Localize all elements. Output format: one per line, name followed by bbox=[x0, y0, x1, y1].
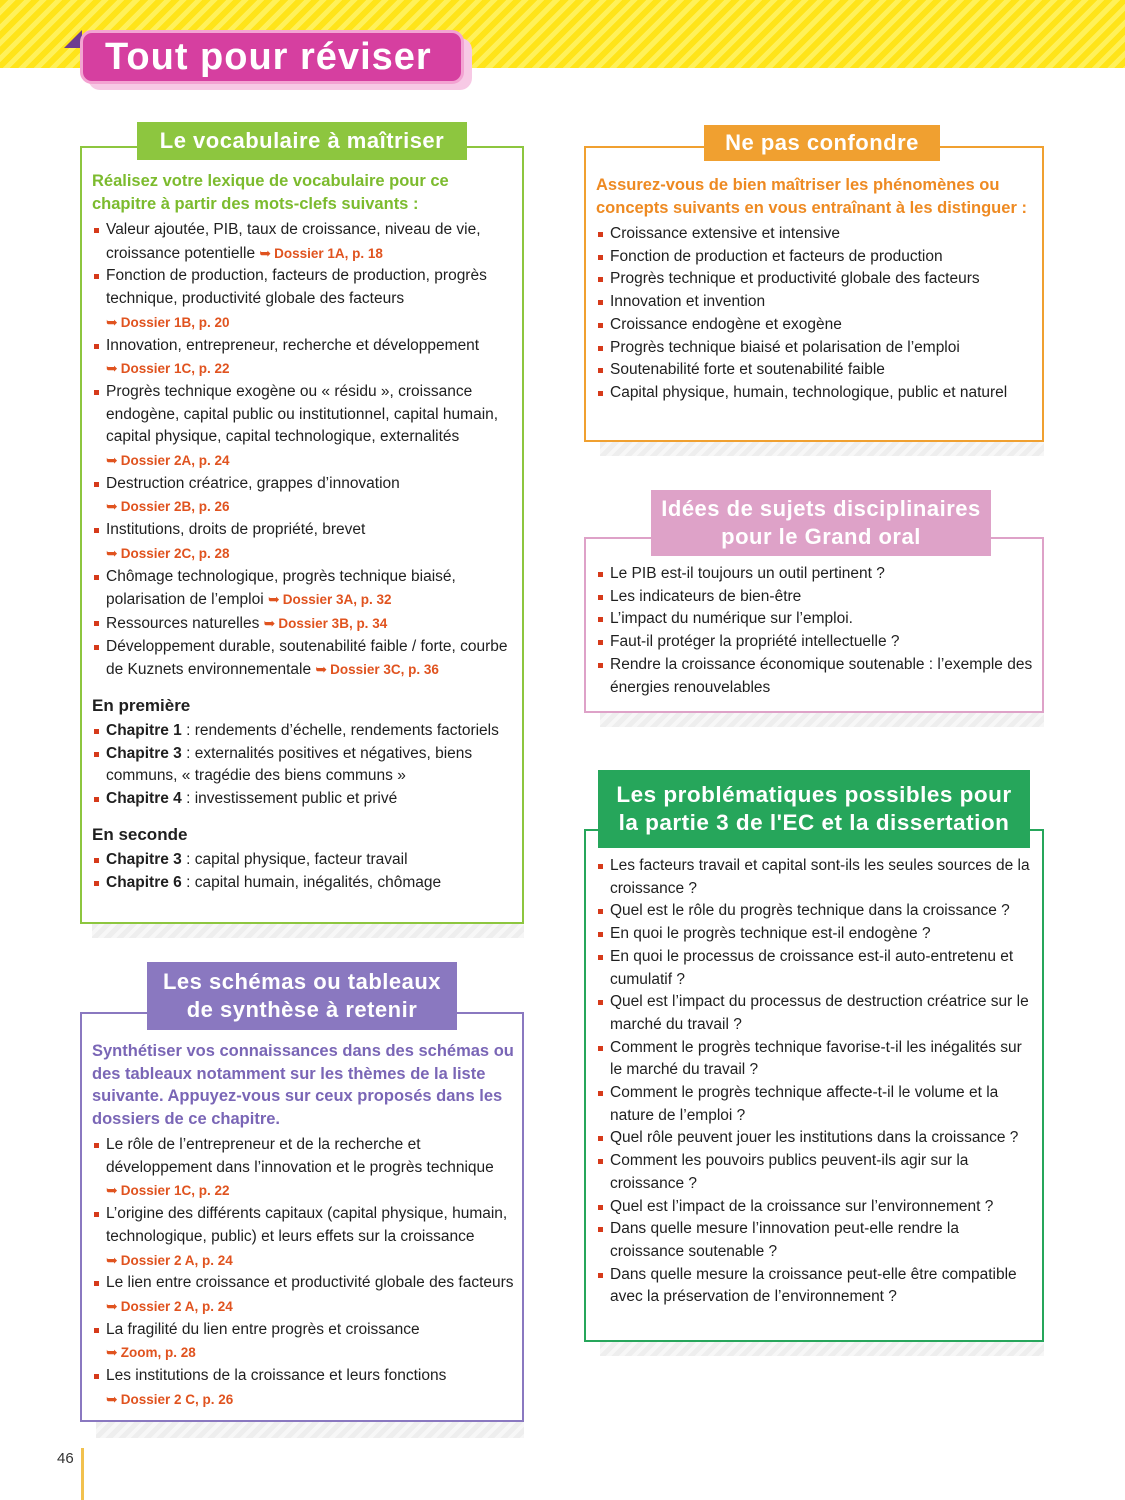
list-item: En quoi le processus de croissance est-il auto-entretenu et cumulatif ? bbox=[596, 946, 1034, 991]
list-item: Développement durable, soutenabilité faible / forte, courbe de Kuznets environnementale ➥ Dossier 3C, p. 36 bbox=[92, 636, 514, 682]
dossier-ref[interactable]: ➥ Dossier 2 A, p. 24 bbox=[106, 1299, 233, 1314]
page-number: 46 bbox=[57, 1450, 74, 1467]
arrow-icon: ➥ bbox=[106, 360, 118, 377]
list-item: Dans quelle mesure la croissance peut-elle être compatible avec la préservation de l’environnement ? bbox=[596, 1264, 1034, 1309]
arrow-icon: ➥ bbox=[106, 1251, 118, 1268]
vocab-list bbox=[92, 219, 514, 682]
list-item: Comment le progrès technique favorise-t-il les inégalités sur le marché du travail ? bbox=[596, 1037, 1034, 1082]
list-item: L’origine des différents capitaux (capital physique, humain, technologique, public) et leurs effets sur la croissance ➥ Dossier 2 A, p. 24 bbox=[92, 1203, 514, 1272]
list-item: Croissance extensive et intensive bbox=[596, 223, 1034, 246]
list-item: Le rôle de l’entrepreneur et de la recherche et développement dans l’innovation et le progrès technique ➥ Dossier 1C, p. 22 bbox=[92, 1134, 514, 1203]
confondre-box bbox=[584, 146, 1044, 442]
dossier-ref[interactable]: ➥ Dossier 2 C, p. 26 bbox=[106, 1388, 514, 1412]
vocab-shadow bbox=[92, 924, 524, 938]
list-item: Chapitre 3 : externalités positives et négatives, biens communs, « tragédie des biens communs » bbox=[92, 743, 514, 788]
list-item: Quel rôle peuvent jouer les institutions dans la croissance ? bbox=[596, 1127, 1034, 1150]
premiere-heading: En première bbox=[92, 696, 191, 716]
schemas-intro: Synthétiser vos connaissances dans des schémas ou des tableaux notamment sur les thèmes de la liste suivante. Appuyez-vous sur ceux proposés dans les dossiers de ce chapitre. bbox=[92, 1042, 514, 1128]
arrow-icon: ➥ bbox=[106, 1390, 118, 1407]
list-item: Chapitre 1 : rendements d’échelle, rendements factoriels bbox=[92, 720, 514, 743]
dossier-ref[interactable]: ➥ Dossier 3C, p. 36 bbox=[315, 662, 439, 677]
list-item: Comment le progrès technique affecte-t-il le volume et la nature de l’emploi ? bbox=[596, 1082, 1034, 1127]
schemas-list bbox=[92, 1134, 514, 1411]
list-item: Dans quelle mesure l’innovation peut-elle rendre la croissance soutenable ? bbox=[596, 1218, 1034, 1263]
vocab-intro: Réalisez votre lexique de vocabulaire pour ce chapitre à partir des mots-clefs suivants : bbox=[92, 172, 449, 213]
list-item: Destruction créatrice, grappes d’innovation ➥ Dossier 2B, p. 26 bbox=[92, 473, 514, 519]
list-item: Chapitre 6 : capital humain, inégalités, chômage bbox=[92, 872, 514, 895]
arrow-icon: ➥ bbox=[106, 1344, 118, 1361]
list-item: Progrès technique exogène ou « résidu », croissance endogène, capital public ou institutionnel, capital humain, capital physique, capital technologique, externalités ➥ Dossier 2A, p. 24 bbox=[92, 381, 514, 473]
arrow-icon: ➥ bbox=[263, 614, 276, 631]
list-item: Valeur ajoutée, PIB, taux de croissance, niveau de vie, croissance potentielle ➥ Dossier 1A, p. 18 bbox=[92, 219, 514, 265]
list-item: En quoi le progrès technique est-il endogène ? bbox=[596, 923, 1034, 946]
dossier-ref[interactable]: ➥ Dossier 1C, p. 22 bbox=[106, 357, 514, 381]
vocab-title: Le vocabulaire à maîtriser bbox=[137, 122, 467, 160]
list-item: L’impact du numérique sur l’emploi. bbox=[596, 608, 1034, 631]
dossier-ref[interactable]: ➥ Dossier 3A, p. 32 bbox=[268, 592, 392, 607]
arrow-icon: ➥ bbox=[259, 244, 272, 261]
oral-shadow bbox=[600, 713, 1044, 727]
list-item: Fonction de production et facteurs de production bbox=[596, 246, 1034, 269]
arrow-icon: ➥ bbox=[106, 313, 118, 330]
dossier-ref[interactable]: ➥ Dossier 2B, p. 26 bbox=[106, 495, 514, 519]
list-item: Chômage technologique, progrès technique biaisé, polarisation de l’emploi ➥ Dossier 3A, p. 32 bbox=[92, 566, 514, 612]
schemas-shadow bbox=[96, 1422, 524, 1438]
dossier-ref[interactable]: ➥ Dossier 1C, p. 22 bbox=[106, 1179, 514, 1203]
dossier-ref[interactable]: ➥ Dossier 1A, p. 18 bbox=[259, 246, 383, 261]
list-item: Institutions, droits de propriété, brevet ➥ Dossier 2C, p. 28 bbox=[92, 519, 514, 565]
confondre-shadow bbox=[600, 442, 1044, 456]
dossier-ref[interactable]: ➥ Dossier 2 A, p. 24 bbox=[106, 1253, 233, 1268]
dossier-ref[interactable]: ➥ Dossier 1B, p. 20 bbox=[106, 311, 514, 335]
problematiques-shadow bbox=[600, 1342, 1044, 1356]
arrow-icon: ➥ bbox=[106, 498, 118, 515]
list-item: Quel est le rôle du progrès technique dans la croissance ? bbox=[596, 900, 1034, 923]
list-item: Les indicateurs de bien-être bbox=[596, 586, 1034, 609]
confondre-list bbox=[596, 223, 1034, 405]
seconde-heading: En seconde bbox=[92, 824, 188, 844]
confondre-intro: Assurez-vous de bien maîtriser les phénomènes ou concepts suivants en vous entraînant à les distinguer : bbox=[596, 176, 1027, 217]
arrow-icon: ➥ bbox=[106, 452, 118, 469]
list-item: Le PIB est-il toujours un outil pertinent ? bbox=[596, 563, 1034, 586]
list-item: Les facteurs travail et capital sont-ils les seules sources de la croissance ? bbox=[596, 855, 1034, 900]
list-item: Chapitre 3 : capital physique, facteur travail bbox=[92, 849, 514, 872]
list-item: Soutenabilité forte et soutenabilité faible bbox=[596, 359, 1034, 382]
list-item: Faut-il protéger la propriété intellectuelle ? bbox=[596, 631, 1034, 654]
schemas-title: Les schémas ou tableaux de synthèse à retenir bbox=[147, 962, 457, 1030]
list-item: Capital physique, humain, technologique, public et naturel bbox=[596, 382, 1034, 405]
arrow-icon: ➥ bbox=[315, 661, 328, 678]
dossier-ref[interactable]: ➥ Dossier 3B, p. 34 bbox=[264, 616, 388, 631]
list-item: Innovation et invention bbox=[596, 291, 1034, 314]
list-item: Progrès technique et productivité globale des facteurs bbox=[596, 268, 1034, 291]
list-item: Fonction de production, facteurs de production, progrès technique, productivité globale des facteurs ➥ Dossier 1B, p. 20 bbox=[92, 265, 514, 334]
confondre-title: Ne pas confondre bbox=[704, 125, 940, 161]
problematiques-box bbox=[584, 829, 1044, 1342]
page-title: Tout pour réviser bbox=[80, 30, 464, 84]
list-item: Comment les pouvoirs publics peuvent-ils agir sur la croissance ? bbox=[596, 1150, 1034, 1195]
seconde-list bbox=[92, 849, 514, 894]
arrow-icon: ➥ bbox=[267, 591, 280, 608]
list-item: La fragilité du lien entre progrès et croissance ➥ Zoom, p. 28 bbox=[92, 1319, 514, 1365]
arrow-icon: ➥ bbox=[106, 1182, 118, 1199]
problematiques-title: Les problématiques possibles pour la partie 3 de l'EC et la dissertation bbox=[598, 770, 1030, 848]
dossier-ref[interactable]: ➥ Dossier 2C, p. 28 bbox=[106, 542, 514, 566]
arrow-icon: ➥ bbox=[106, 1297, 118, 1314]
page-bar bbox=[81, 1448, 84, 1500]
list-item: Quel est l’impact du processus de destruction créatrice sur le marché du travail ? bbox=[596, 991, 1034, 1036]
dossier-ref[interactable]: ➥ Dossier 2A, p. 24 bbox=[106, 453, 230, 468]
oral-box bbox=[584, 537, 1044, 713]
list-item: Croissance endogène et exogène bbox=[596, 314, 1034, 337]
vocab-box bbox=[80, 146, 524, 924]
list-item: Le lien entre croissance et productivité globale des facteurs ➥ Dossier 2 A, p. 24 bbox=[92, 1272, 514, 1318]
problematiques-list bbox=[596, 855, 1034, 1309]
oral-title: Idées de sujets disciplinaires pour le Grand oral bbox=[651, 490, 991, 556]
oral-list bbox=[596, 563, 1034, 699]
premiere-list bbox=[92, 720, 514, 811]
list-item: Progrès technique biaisé et polarisation de l’emploi bbox=[596, 337, 1034, 360]
list-item: Quel est l’impact de la croissance sur l’environnement ? bbox=[596, 1196, 1034, 1219]
list-item: Ressources naturelles ➥ Dossier 3B, p. 34 bbox=[92, 612, 514, 636]
list-item: Innovation, entrepreneur, recherche et développement ➥ Dossier 1C, p. 22 bbox=[92, 335, 514, 381]
list-item: Chapitre 4 : investissement public et privé bbox=[92, 788, 514, 811]
list-item: Rendre la croissance économique soutenable : l’exemple des énergies renouvelables bbox=[596, 654, 1034, 699]
schemas-box bbox=[80, 1012, 524, 1422]
list-item: Les institutions de la croissance et leurs fonctions ➥ Dossier 2 C, p. 26 bbox=[92, 1365, 514, 1411]
arrow-icon: ➥ bbox=[106, 544, 118, 561]
dossier-ref[interactable]: ➥ Zoom, p. 28 bbox=[106, 1341, 514, 1365]
